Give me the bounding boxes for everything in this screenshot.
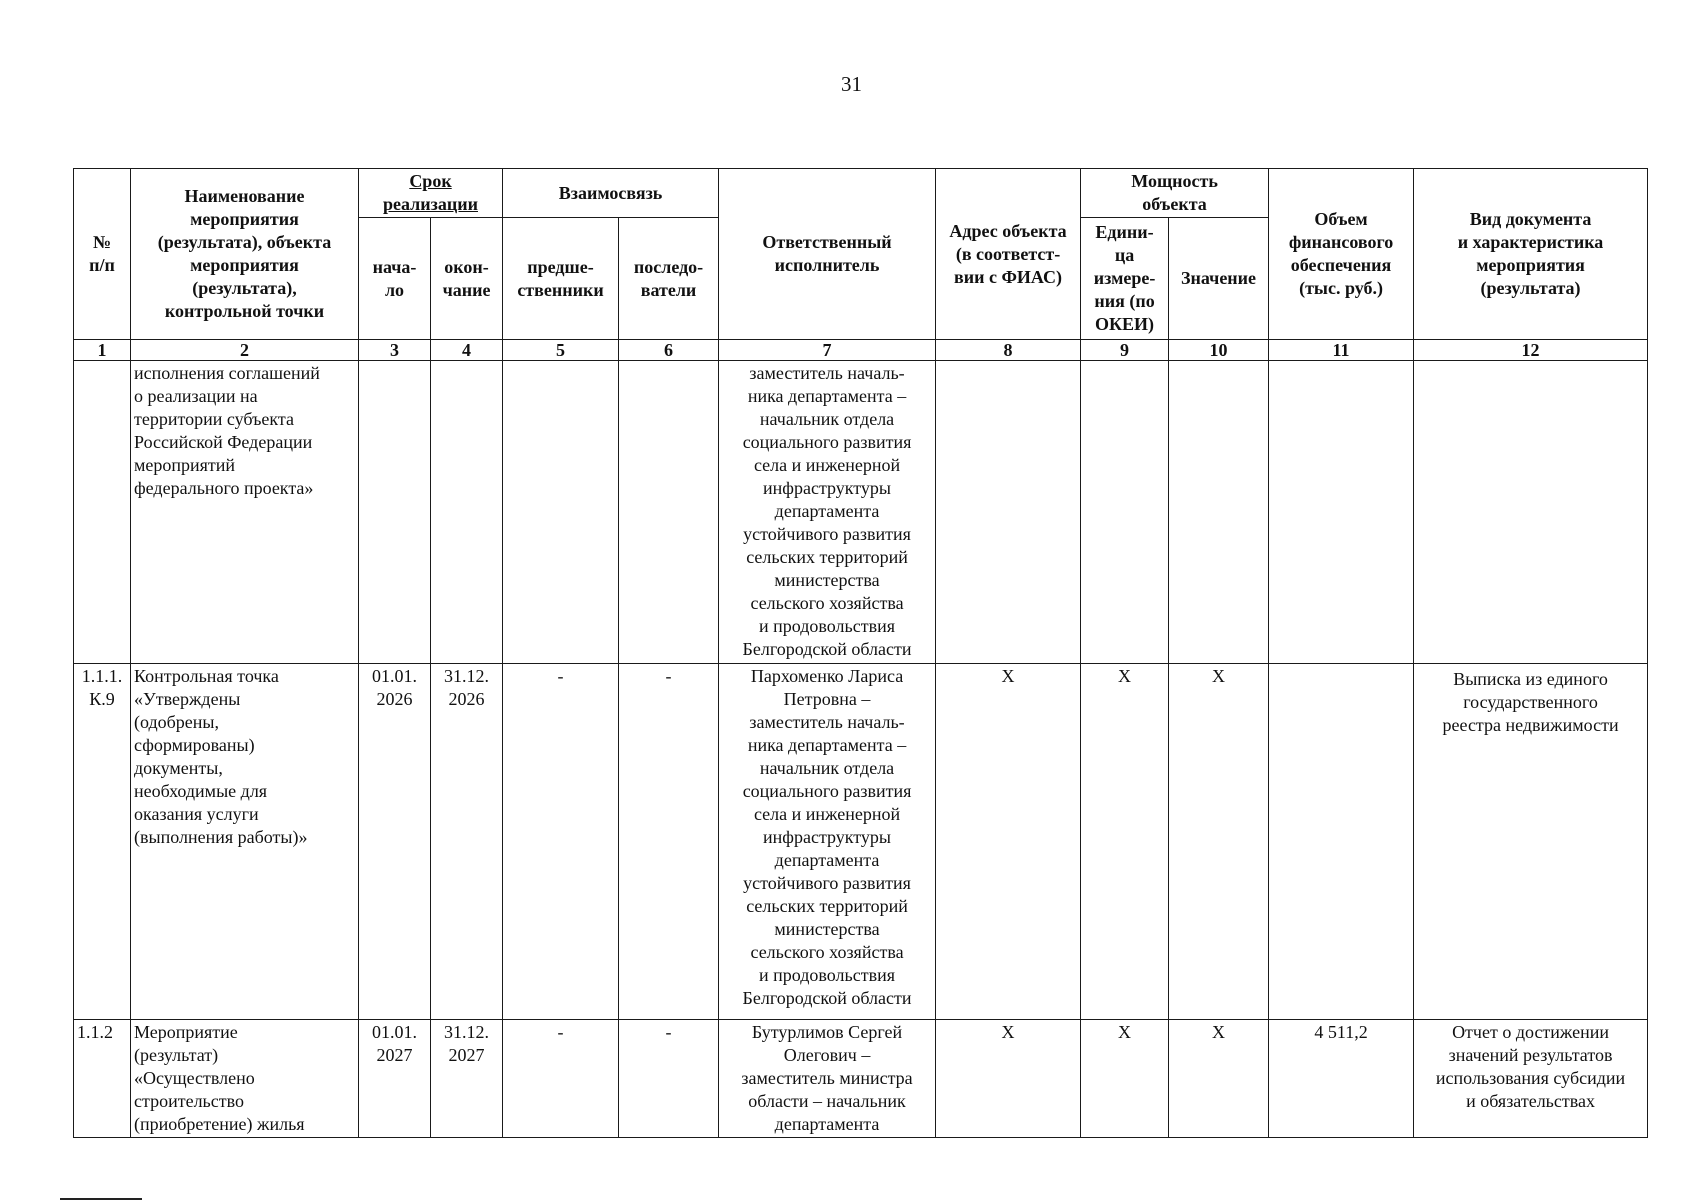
column-number: 12 xyxy=(1414,340,1648,361)
header-executor: Ответственный исполнитель xyxy=(719,169,936,340)
row-unit: Х xyxy=(1081,1020,1169,1138)
column-number: 1 xyxy=(74,340,131,361)
row-no xyxy=(74,361,131,664)
header-link-next: последо- ватели xyxy=(619,218,719,340)
row-finance xyxy=(1269,361,1414,664)
column-number: 8 xyxy=(936,340,1081,361)
column-number: 7 xyxy=(719,340,936,361)
header-finance: Объем финансового обеспечения (тыс. руб.) xyxy=(1269,169,1414,340)
column-number: 4 xyxy=(431,340,503,361)
row-prev: - xyxy=(503,664,619,1020)
header-name: Наименование мероприятия (результата), объекта мероприятия (результата), контрольной точки xyxy=(131,169,359,340)
header-term-start: нача- ло xyxy=(359,218,431,340)
row-address xyxy=(936,361,1081,664)
column-number: 9 xyxy=(1081,340,1169,361)
header-no: № п/п xyxy=(74,169,131,340)
column-number: 3 xyxy=(359,340,431,361)
row-finance xyxy=(1269,664,1414,1020)
row-unit xyxy=(1081,361,1169,664)
row-name: Контрольная точка «Утверждены (одобрены, сформированы) документы, необходимые для оказания услуги (выполнения работы)» xyxy=(131,664,359,1020)
row-finance: 4 511,2 xyxy=(1269,1020,1414,1138)
table-row xyxy=(74,664,1648,1020)
column-number: 2 xyxy=(131,340,359,361)
events-plan-table xyxy=(73,168,1648,1138)
row-no: 1.1.1. К.9 xyxy=(74,664,131,1020)
row-no: 1.1.2 xyxy=(74,1020,131,1138)
row-start: 01.01. 2027 xyxy=(359,1020,431,1138)
row-prev: - xyxy=(503,1020,619,1138)
header-link-prev: предше- ственники xyxy=(503,218,619,340)
row-start: 01.01. 2026 xyxy=(359,664,431,1020)
header-capacity: Мощность объекта xyxy=(1081,169,1269,218)
header-row-1 xyxy=(74,169,1648,218)
row-value: Х xyxy=(1169,664,1269,1020)
row-executor: Пархоменко Лариса Петровна – заместитель началь- ника департамента – начальник отдела социального развития села и инженерной инфраструктуры департамента устойчивого развития сельских территорий министерства сельского хозяйства и продовольствия Белгородской области xyxy=(719,664,936,1020)
row-next xyxy=(619,361,719,664)
row-prev xyxy=(503,361,619,664)
row-address: Х xyxy=(936,1020,1081,1138)
column-number: 5 xyxy=(503,340,619,361)
row-executor: Бутурлимов Сергей Олегович – заместитель министра области – начальник департамента xyxy=(719,1020,936,1138)
column-number-row xyxy=(74,340,1648,361)
row-end: 31.12. 2027 xyxy=(431,1020,503,1138)
page-number: 31 xyxy=(841,72,862,96)
row-value xyxy=(1169,361,1269,664)
row-name: исполнения соглашений о реализации на территории субъекта Российской Федерации мероприятий федерального проекта» xyxy=(131,361,359,664)
header-doc: Вид документа и характеристика мероприятия (результата) xyxy=(1414,169,1648,340)
row-end: 31.12. 2026 xyxy=(431,664,503,1020)
table-row xyxy=(74,1020,1648,1138)
row-start xyxy=(359,361,431,664)
row-end xyxy=(431,361,503,664)
column-number: 11 xyxy=(1269,340,1414,361)
header-capacity-value: Значение xyxy=(1169,218,1269,340)
header-term-end: окон- чание xyxy=(431,218,503,340)
row-unit: Х xyxy=(1081,664,1169,1020)
header-capacity-unit: Едини- ца измере- ния (по ОКЕИ) xyxy=(1081,218,1169,340)
header-link: Взаимосвязь xyxy=(503,169,719,218)
table-row xyxy=(74,361,1648,664)
row-address: Х xyxy=(936,664,1081,1020)
row-doc xyxy=(1414,361,1648,664)
header-address: Адрес объекта (в соответст- вии с ФИАС) xyxy=(936,169,1081,340)
column-number: 10 xyxy=(1169,340,1269,361)
column-number: 6 xyxy=(619,340,719,361)
row-doc: Выписка из единого государственного реестра недвижимости xyxy=(1414,664,1648,1020)
row-next: - xyxy=(619,1020,719,1138)
row-value: Х xyxy=(1169,1020,1269,1138)
header-term: Срок реализации xyxy=(359,169,503,218)
row-name: Мероприятие (результат) «Осуществлено строительство (приобретение) жилья xyxy=(131,1020,359,1138)
row-executor: заместитель началь- ника департамента – начальник отдела социального развития села и инженерной инфраструктуры департамента устойчивого развития сельских территорий министерства сельского хозяйства и продовольствия Белгородской области xyxy=(719,361,936,664)
row-doc: Отчет о достижении значений результатов использования субсидии и обязательствах xyxy=(1414,1020,1648,1138)
row-next: - xyxy=(619,664,719,1020)
